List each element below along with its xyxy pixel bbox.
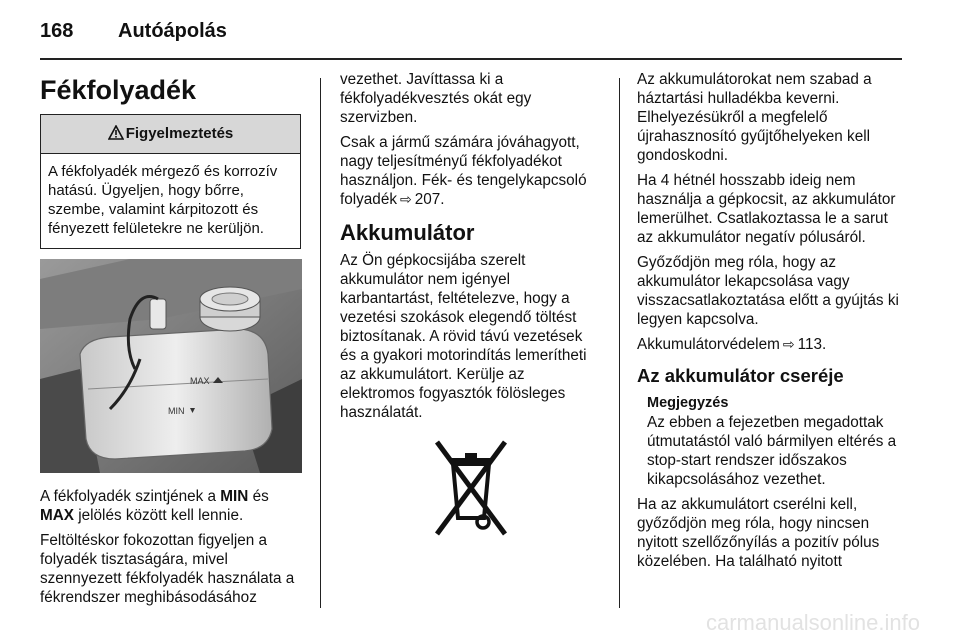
column-divider-1: [320, 78, 321, 608]
figure-min-label: MIN: [168, 406, 185, 416]
repair-paragraph: vezethet. Javíttassa ki a fékfolyadékvesztés okát egy szervizben.: [340, 71, 532, 126]
fluid-level-paragraph: A fékfolyadék szintjének a MIN és MAX jelölés között kell lennie.: [40, 488, 269, 524]
section-title-battery: Akkumulátor: [340, 220, 475, 245]
warning-box: [40, 114, 301, 249]
warning-title: Figyelmeztetés: [125, 125, 234, 142]
section-title-battery-replacement: Az akkumulátor cseréje: [637, 365, 844, 386]
crossed-out-wheelie-bin-icon: [431, 438, 511, 542]
approved-fluid-paragraph: Csak a jármű számára jóváhagyott, nagy teljesítményű fékfolyadékot használjon. Fék- és tengelykapcsoló folyadék ⇨ 207.: [340, 134, 587, 208]
column-divider-2: [619, 78, 620, 608]
storage-paragraph: Ha 4 hétnél hosszabb ideig nem használja a gépkocsit, az akkumulátor lemerülhet. Csatlakoztassa le a sarut az akkumulátor negatív pólusáról.: [637, 172, 896, 246]
figure-max-label: MAX: [190, 376, 210, 386]
header-rule: [40, 58, 902, 60]
disposal-paragraph: Az akkumulátorokat nem szabad a háztartási hulladékba keverni. Elhelyezésükről a megfelelő újrahasznosító gyűjtőhelyeken kell gondoskodni.: [637, 71, 872, 164]
section-title-brake-fluid: Fékfolyadék: [40, 75, 197, 105]
middle-column: [340, 70, 602, 542]
page-reference-arrow-icon: ⇨: [782, 336, 795, 352]
filling-paragraph: Feltöltéskor fokozottan figyeljen a folyadék tisztaságára, mivel szennyezett fékfolyadék használata a fékrendszer meghibásodásához: [40, 532, 295, 606]
brake-fluid-reservoir-image: [40, 259, 302, 473]
note-block: [637, 394, 901, 489]
page-reference-link[interactable]: 207: [414, 191, 441, 208]
replacement-paragraph: Ha az akkumulátort cserélni kell, győződjön meg róla, hogy nincsen nyitott szellőzőnyílás a pozitív pólus közelében. Ha található nyitott: [637, 496, 880, 570]
page-reference-link[interactable]: 113: [797, 336, 822, 353]
battery-paragraph: Az Ön gépkocsijába szerelt akkumulátor nem igényel karbantartást, feltételezve, hogy a vezetési szokások elegendő töltést biztosítanak. A rövid távú vezetések és a gyakori motorindítás lemerítheti az akkumulátort. Kerülje az elektromos fogyasztók fölösleges használatát.: [340, 252, 587, 421]
page-reference-arrow-icon: ⇨: [399, 191, 412, 207]
watermark: carmanualsonline.info: [705, 610, 920, 635]
note-title: Megjegyzés: [647, 395, 729, 411]
page-number: 168: [40, 20, 74, 42]
warning-body: A fékfolyadék mérgező és korrozív hatású. Ügyeljen, hogy bőrre, szembe, valamint kárpitozott és fényezett felületekre ne kerüljön.: [48, 163, 278, 237]
note-body: Az ebben a fejezetben megadottak útmutatástól való bármilyen eltérés a stop-start rendszer időszakos kikapcsolásához vezethet.: [647, 414, 897, 488]
right-column: [637, 70, 901, 577]
warning-triangle-icon: [108, 125, 124, 140]
left-column: [40, 70, 304, 613]
battery-protection-paragraph: Akkumulátorvédelem ⇨ 113.: [637, 336, 827, 353]
warning-header: [41, 115, 300, 154]
ignition-paragraph: Győződjön meg róla, hogy az akkumulátor lekapcsolása vagy visszacsatlakoztatása előtt a gyújtás ki legyen kapcsolva.: [637, 254, 899, 328]
chapter-title: Autóápolás: [118, 20, 227, 42]
